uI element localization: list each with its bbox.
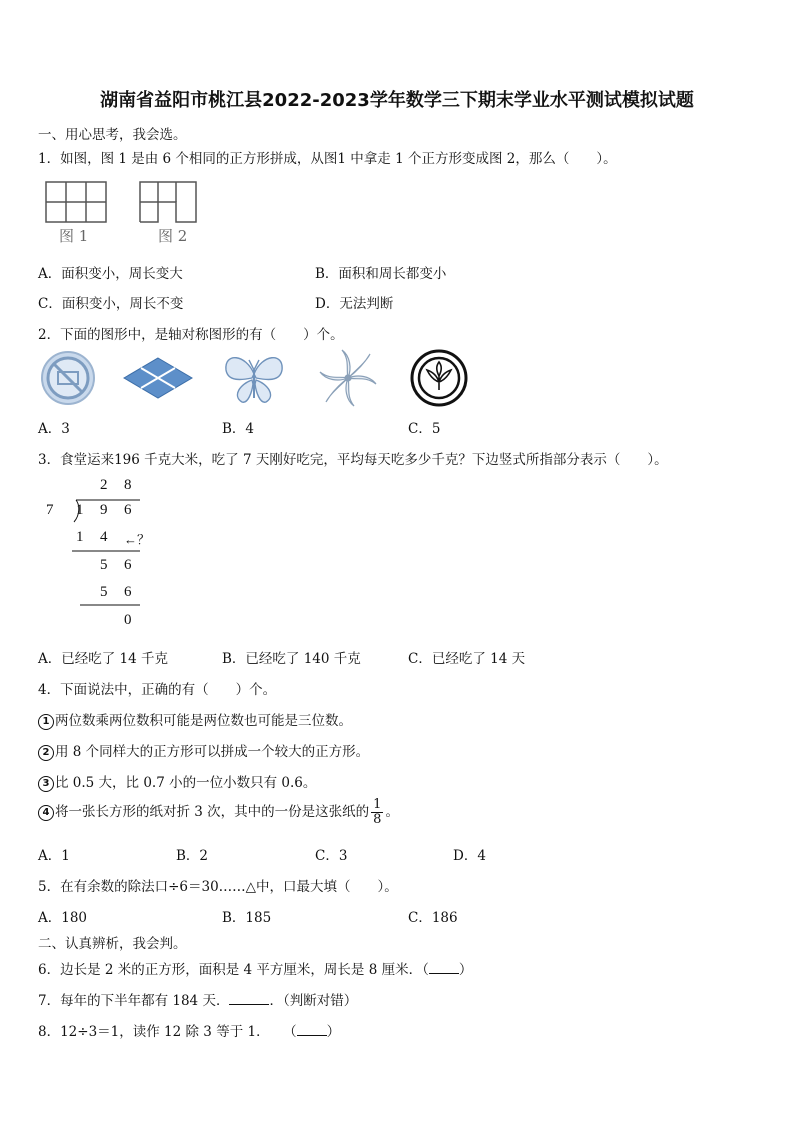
- question-2-option-b[interactable]: B．4: [222, 421, 255, 437]
- question-3-option-a[interactable]: A．已经吃了 14 千克: [38, 651, 169, 667]
- divisor: 7: [46, 502, 54, 518]
- fraction-denominator: 8: [373, 812, 382, 827]
- figure-2-grid: [140, 182, 196, 222]
- quotient-digit: 2: [100, 477, 108, 493]
- question-7: [38, 989, 357, 1009]
- dividend-digit: 6: [124, 502, 132, 518]
- statement-2: [38, 740, 369, 761]
- no-parking-sign-icon: [42, 352, 94, 404]
- question-7-end: ．（判断对错）: [269, 993, 358, 1009]
- question-3-option-c[interactable]: C．已经吃了 14 天: [408, 651, 526, 667]
- arrow-question-label: ←？: [124, 532, 151, 547]
- statement-1-text: 两位数乘两位数积可能是两位数也可能是三位数。: [55, 713, 352, 729]
- question-6-text: 6．边长是 2 米的正方形，面积是 4 平方厘米，周长是 8 厘米．（: [38, 962, 429, 978]
- statement-3-text: 比 0.5 大，比 0.7 小的一位小数只有 0.6。: [55, 775, 317, 791]
- question-5-text: 5．在有余数的除法口÷6＝30……△中，口最大填（ ）。: [38, 879, 398, 895]
- statement-1: [38, 709, 352, 730]
- statement-3: [38, 771, 316, 792]
- question-4-option-d[interactable]: D．4: [453, 848, 486, 864]
- question-8: [38, 1020, 340, 1040]
- section-heading-2: 二、认真辨析，我会判。: [38, 936, 187, 952]
- question-5-option-c[interactable]: C．186: [408, 910, 458, 926]
- quotient-digit: 8: [124, 477, 132, 493]
- dividend-digit: 9: [100, 502, 108, 518]
- rhombus-tile-icon: [124, 358, 192, 398]
- question-4-option-c[interactable]: C．3: [315, 848, 348, 864]
- question-2-text: 2．下面的图形中，是轴对称图形的有（ ）个。: [38, 327, 344, 343]
- statement-2-mark: 2: [38, 745, 54, 761]
- step-3-digit: 6: [124, 584, 132, 600]
- step-2-digit: 6: [124, 557, 132, 573]
- question-6: [38, 958, 472, 978]
- question-6-end: ）: [458, 962, 473, 978]
- statement-4-text: 将一张长方形的纸对折 3 次，其中的一份是这张纸的: [55, 804, 370, 820]
- page-title: 湖南省益阳市桃江县2022-2023学年数学三下期末学业水平测试模拟试题: [100, 90, 694, 111]
- circle-emblem-icon: [412, 351, 466, 405]
- question-8-end: ）: [326, 1024, 341, 1040]
- pinwheel-icon: [320, 350, 376, 406]
- division-lines: [60, 495, 150, 615]
- question-1-option-d[interactable]: D．无法判断: [315, 296, 394, 312]
- question-7-text: 7．每年的下半年都有 184 天．: [38, 993, 230, 1009]
- question-8-text: 8．12÷3＝1，读作 12 除 3 等于 1． （: [38, 1024, 297, 1040]
- remainder-digit: 0: [124, 612, 132, 628]
- fraction-numerator: 1: [373, 797, 382, 812]
- question-7-answer-blank[interactable]: [229, 992, 269, 1005]
- step-3-digit: 5: [100, 584, 108, 600]
- question-1-option-b[interactable]: B．面积和周长都变小: [315, 266, 447, 282]
- butterfly-icon: [226, 358, 282, 403]
- step-2-digit: 5: [100, 557, 108, 573]
- question-4-option-a[interactable]: A．1: [38, 848, 70, 864]
- question-2-option-c[interactable]: C．5: [408, 421, 441, 437]
- statement-3-mark: 3: [38, 776, 54, 792]
- dividend-digit: 1: [76, 502, 84, 518]
- question-1-text: 1．如图，图 1 是由 6 个相同的正方形拼成，从图1 中拿走 1 个正方形变成图 2，那么（ ）。: [38, 151, 617, 167]
- figure-1-label: 图 1: [59, 227, 89, 245]
- question-5-option-b[interactable]: B．185: [222, 910, 272, 926]
- figure-2-label: 图 2: [158, 227, 188, 245]
- statement-4-mark: 4: [38, 805, 54, 821]
- fraction-one-eighth: [371, 798, 383, 827]
- step-1-digit: 1: [76, 529, 84, 545]
- question-5-option-a[interactable]: A．180: [38, 910, 88, 926]
- question-4-text: 4．下面说法中，正确的有（ ）个。: [38, 682, 277, 698]
- question-1-option-c[interactable]: C．面积变小，周长不变: [38, 296, 184, 312]
- question-3-option-b[interactable]: B．已经吃了 140 千克: [222, 651, 361, 667]
- statement-4: [38, 798, 399, 827]
- section-heading-1: 一、用心思考，我会选。: [38, 127, 187, 143]
- statement-1-mark: 1: [38, 714, 54, 730]
- step-1-digit: 4: [100, 529, 108, 545]
- question-6-answer-blank[interactable]: [429, 961, 459, 974]
- statement-4-end: 。: [385, 804, 399, 820]
- statement-2-text: 用 8 个同样大的正方形可以拼成一个较大的正方形。: [55, 744, 370, 760]
- question-8-answer-blank[interactable]: [297, 1023, 327, 1036]
- question-4-option-b[interactable]: B．2: [176, 848, 209, 864]
- figure-1-grid: [46, 182, 106, 222]
- question-2-figures: [38, 348, 478, 410]
- question-1-option-a[interactable]: A．面积变小，周长变大: [38, 266, 183, 282]
- question-2-option-a[interactable]: A．3: [38, 421, 70, 437]
- question-3-text: 3．食堂运来196 千克大米，吃了 7 天刚好吃完，平均每天吃多少千克？下边竖式所指部分表示（ ）。: [38, 452, 668, 468]
